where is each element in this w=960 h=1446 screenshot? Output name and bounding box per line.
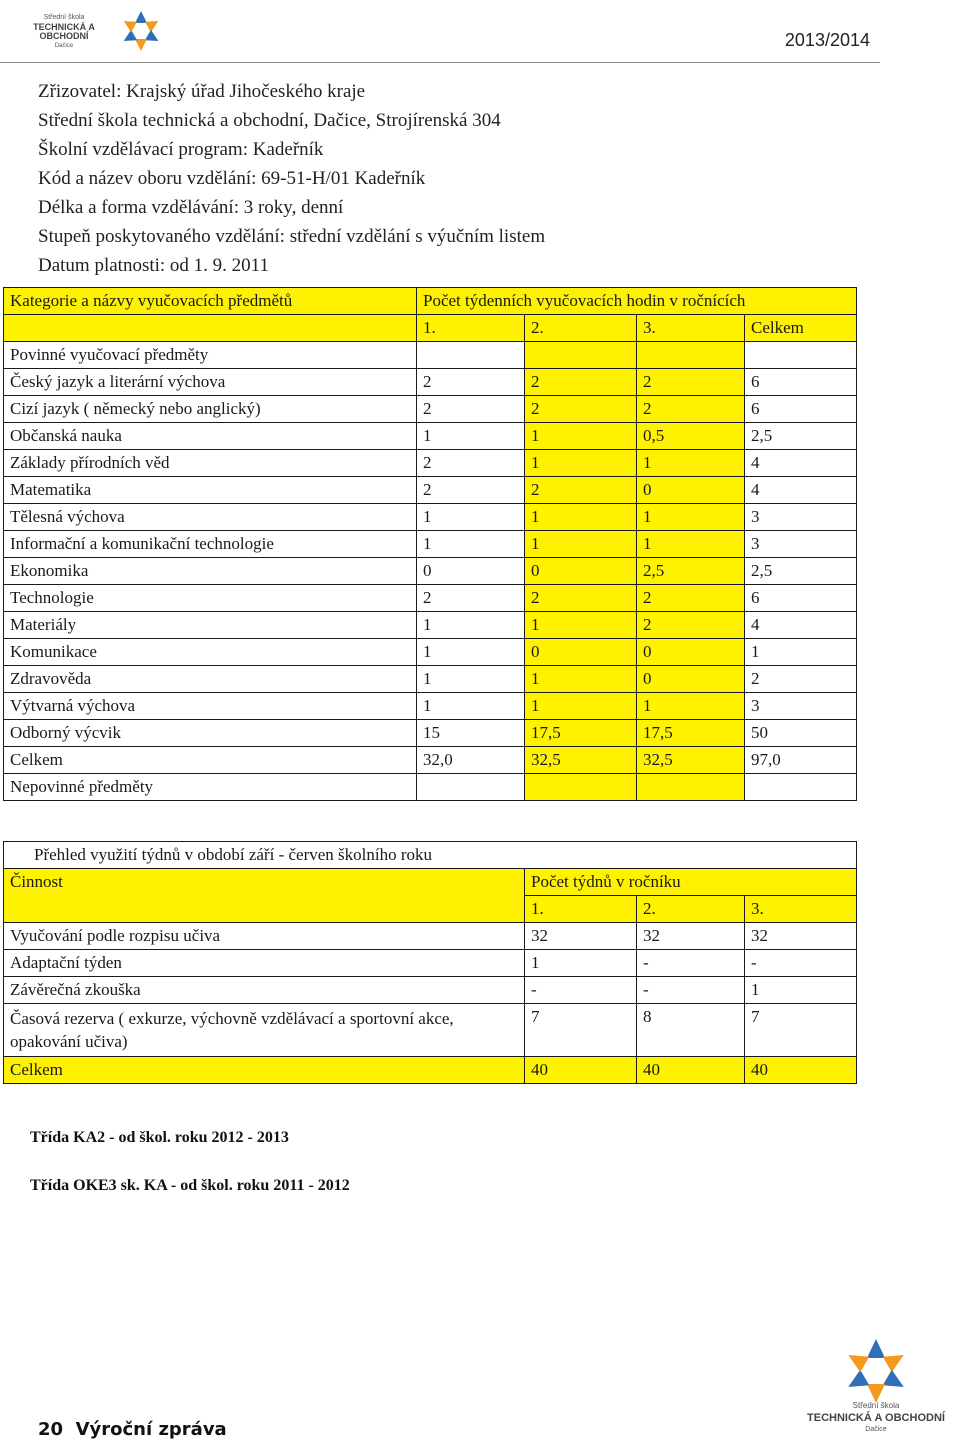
subject-row <box>4 477 857 504</box>
weeks-title: Přehled využití týdnů v období září - červen školního roku <box>4 842 857 869</box>
weeks-row <box>4 1004 857 1057</box>
activity-name: Adaptační týden <box>4 950 525 977</box>
school-emblem-icon <box>841 1336 911 1406</box>
optional-label: Nepovinné předměty <box>4 774 417 801</box>
hours-year-2: 1 <box>525 666 637 693</box>
weeks-title-row <box>4 842 857 869</box>
subject-name: Základy přírodních věd <box>4 450 417 477</box>
hours-year-3: 1 <box>637 504 745 531</box>
hours-year-1: 2 <box>417 585 525 612</box>
optional-section-row <box>4 774 857 801</box>
hours-year-1: 15 <box>417 720 525 747</box>
subject-row <box>4 396 857 423</box>
header-year: 2013/2014 <box>784 30 870 50</box>
header-logo <box>10 8 170 54</box>
subject-name: Materiály <box>4 612 417 639</box>
report-title: Výroční zpráva <box>75 1419 227 1440</box>
subject-row <box>4 585 857 612</box>
hours-year-2: 0 <box>525 639 637 666</box>
subject-row <box>4 720 857 747</box>
subject-name: Český jazyk a literární výchova <box>4 369 417 396</box>
weeks-year-column-2: 2. <box>637 896 745 923</box>
subject-name: Výtvarná výchova <box>4 693 417 720</box>
weeks-year-3: 1 <box>745 977 857 1004</box>
hours-total: 50 <box>745 720 857 747</box>
hours-year-3: 1 <box>637 693 745 720</box>
hours-year-3: 0,5 <box>637 423 745 450</box>
hours-year-2: 2 <box>525 477 637 504</box>
hours-total: 2,5 <box>745 423 857 450</box>
hours-year-3: 1 <box>637 531 745 558</box>
hours-year-1: 1 <box>417 639 525 666</box>
hours-year-1: 1 <box>417 423 525 450</box>
weeks-year-3: - <box>745 950 857 977</box>
footer-logo-text <box>796 1402 956 1433</box>
activity-name: Vyučování podle rozpisu učiva <box>4 923 525 950</box>
subject-name: Tělesná výchova <box>4 504 417 531</box>
hours-year-1: 2 <box>417 396 525 423</box>
info-school: Střední škola technická a obchodní, Dačice, Strojírenská 304 <box>38 110 501 131</box>
subject-row <box>4 450 857 477</box>
info-level: Stupeň poskytovaného vzdělání: střední vzdělání s výučním listem <box>38 226 546 247</box>
subject-row <box>4 423 857 450</box>
subjects-total-row <box>4 747 857 774</box>
class-note-oke3: Třída OKE3 sk. KA - od škol. roku 2011 - 2012 <box>30 1177 350 1194</box>
weeks-total-year-1: 40 <box>525 1057 637 1084</box>
weeks-header-row <box>4 869 857 896</box>
weeks-row <box>4 977 857 1004</box>
category-header: Kategorie a názvy vyučovacích předmětů <box>4 288 417 315</box>
hours-year-3: 0 <box>637 477 745 504</box>
year-column-total: Celkem <box>745 315 857 342</box>
weeks-total-year-3: 40 <box>745 1057 857 1084</box>
compulsory-label: Povinné vyučovací předměty <box>4 342 417 369</box>
hours-year-2: 1 <box>525 693 637 720</box>
subject-name: Odborný výcvik <box>4 720 417 747</box>
weeks-total-year-2: 40 <box>637 1057 745 1084</box>
hours-total: 6 <box>745 396 857 423</box>
weeks-row <box>4 950 857 977</box>
empty-cell <box>745 342 857 369</box>
year-column-3: 3. <box>637 315 745 342</box>
hours-total: 2,5 <box>745 558 857 585</box>
subject-row <box>4 612 857 639</box>
empty-cell <box>637 774 745 801</box>
logo-line1: Střední škola <box>43 13 85 21</box>
hours-total: 3 <box>745 531 857 558</box>
hours-total: 2 <box>745 666 857 693</box>
logo-line1: Střední škola <box>852 1401 900 1410</box>
weeks-year-column-3: 3. <box>745 896 857 923</box>
hours-total: 3 <box>745 693 857 720</box>
hours-year-3: 2 <box>637 396 745 423</box>
subjects-table-body <box>4 288 857 801</box>
hours-year-1: 1 <box>417 693 525 720</box>
hours-year-1: 2 <box>417 477 525 504</box>
subjects-table <box>3 287 857 801</box>
hours-year-2: 2 <box>525 369 637 396</box>
empty-cell <box>525 342 637 369</box>
logo-line2: TECHNICKÁ A OBCHODNÍ <box>807 1412 945 1424</box>
weeks-row <box>4 923 857 950</box>
year-column-2: 2. <box>525 315 637 342</box>
year-column-1: 1. <box>417 315 525 342</box>
footer-logo <box>796 1336 956 1441</box>
weeks-total-label: Celkem <box>4 1057 525 1084</box>
hours-year-1: 1 <box>417 531 525 558</box>
hours-year-3: 1 <box>637 450 745 477</box>
hours-year-1: 1 <box>417 504 525 531</box>
school-emblem-icon <box>118 8 164 54</box>
hours-total: 1 <box>745 639 857 666</box>
subject-row <box>4 504 857 531</box>
compulsory-section-row <box>4 342 857 369</box>
empty-cell <box>637 342 745 369</box>
page-number: 20 <box>38 1419 64 1440</box>
subject-name: Informační a komunikační technologie <box>4 531 417 558</box>
weeks-table-body <box>4 842 857 1084</box>
subject-name: Komunikace <box>4 639 417 666</box>
hours-year-3: 2 <box>637 585 745 612</box>
logo-line3: Dačice <box>54 42 74 49</box>
footer-label <box>38 1419 227 1440</box>
subject-row <box>4 693 857 720</box>
subject-name: Technologie <box>4 585 417 612</box>
info-founder: Zřizovatel: Krajský úřad Jihočeského kraje <box>38 81 366 102</box>
activity-name: Časová rezerva ( exkurze, výchovně vzdělávací a sportovní akce, opakování učiva) <box>4 1004 525 1057</box>
info-duration: Délka a forma vzdělávání: 3 roky, denní <box>38 197 344 218</box>
subjects-header-row <box>4 288 857 315</box>
hours-year-1: 2 <box>417 369 525 396</box>
hours-total: 6 <box>745 585 857 612</box>
hours-header: Počet týdenních vyučovacích hodin v ročnících <box>417 288 857 315</box>
total-label: Celkem <box>4 747 417 774</box>
hours-year-1: 1 <box>417 612 525 639</box>
year-columns-spacer <box>4 315 417 342</box>
weeks-year-1: 7 <box>525 1004 637 1057</box>
hours-year-2: 1 <box>525 504 637 531</box>
subject-name: Cizí jazyk ( německý nebo anglický) <box>4 396 417 423</box>
info-field-code: Kód a název oboru vzdělání: 69-51-H/01 Kadeřník <box>38 168 426 189</box>
weeks-year-1: - <box>525 977 637 1004</box>
weeks-total-row <box>4 1057 857 1084</box>
info-program: Školní vzdělávací program: Kadeřník <box>38 139 324 160</box>
program-info <box>38 77 545 280</box>
hours-year-2: 1 <box>525 450 637 477</box>
header-logo-text <box>10 14 118 49</box>
hours-year-2: 2 <box>525 585 637 612</box>
subject-name: Občanská nauka <box>4 423 417 450</box>
weeks-year-1: 1 <box>525 950 637 977</box>
empty-cell <box>525 774 637 801</box>
subject-row <box>4 369 857 396</box>
weeks-year-2: 8 <box>637 1004 745 1057</box>
hours-year-2: 1 <box>525 423 637 450</box>
hours-year-3: 2,5 <box>637 558 745 585</box>
subject-name: Matematika <box>4 477 417 504</box>
subject-row <box>4 531 857 558</box>
hours-year-1: 2 <box>417 450 525 477</box>
total-sum: 97,0 <box>745 747 857 774</box>
weeks-year-1: 32 <box>525 923 637 950</box>
logo-line2: TECHNICKÁ A OBCHODNÍ <box>33 21 95 41</box>
weeks-year-2: 32 <box>637 923 745 950</box>
hours-year-3: 0 <box>637 666 745 693</box>
hours-year-2: 1 <box>525 612 637 639</box>
empty-cell <box>417 342 525 369</box>
hours-year-3: 2 <box>637 612 745 639</box>
subject-name: Zdravověda <box>4 666 417 693</box>
activity-name: Závěrečná zkouška <box>4 977 525 1004</box>
logo-line3: Dačice <box>865 1426 887 1433</box>
weeks-table <box>3 841 857 1084</box>
weeks-year-2: - <box>637 950 745 977</box>
weeks-header: Počet týdnů v ročníku <box>525 869 857 896</box>
hours-year-3: 17,5 <box>637 720 745 747</box>
hours-total: 6 <box>745 369 857 396</box>
hours-year-1: 1 <box>417 666 525 693</box>
hours-year-1: 0 <box>417 558 525 585</box>
empty-cell <box>745 774 857 801</box>
subject-row <box>4 558 857 585</box>
weeks-year-3: 32 <box>745 923 857 950</box>
hours-total: 4 <box>745 477 857 504</box>
total-year-1: 32,0 <box>417 747 525 774</box>
subject-row <box>4 666 857 693</box>
weeks-year-2: - <box>637 977 745 1004</box>
class-note-ka2: Třída KA2 - od škol. roku 2012 - 2013 <box>30 1129 289 1146</box>
hours-total: 4 <box>745 612 857 639</box>
empty-cell <box>417 774 525 801</box>
info-validity: Datum platnosti: od 1. 9. 2011 <box>38 255 269 276</box>
hours-year-2: 1 <box>525 531 637 558</box>
hours-total: 3 <box>745 504 857 531</box>
hours-year-2: 0 <box>525 558 637 585</box>
hours-year-2: 17,5 <box>525 720 637 747</box>
hours-year-2: 2 <box>525 396 637 423</box>
total-year-2: 32,5 <box>525 747 637 774</box>
hours-year-3: 0 <box>637 639 745 666</box>
subject-row <box>4 639 857 666</box>
header-divider <box>0 62 880 63</box>
hours-year-3: 2 <box>637 369 745 396</box>
weeks-year-column-1: 1. <box>525 896 637 923</box>
hours-total: 4 <box>745 450 857 477</box>
year-columns-row <box>4 315 857 342</box>
total-year-3: 32,5 <box>637 747 745 774</box>
activity-header: Činnost <box>4 869 525 923</box>
subject-name: Ekonomika <box>4 558 417 585</box>
weeks-year-3: 7 <box>745 1004 857 1057</box>
